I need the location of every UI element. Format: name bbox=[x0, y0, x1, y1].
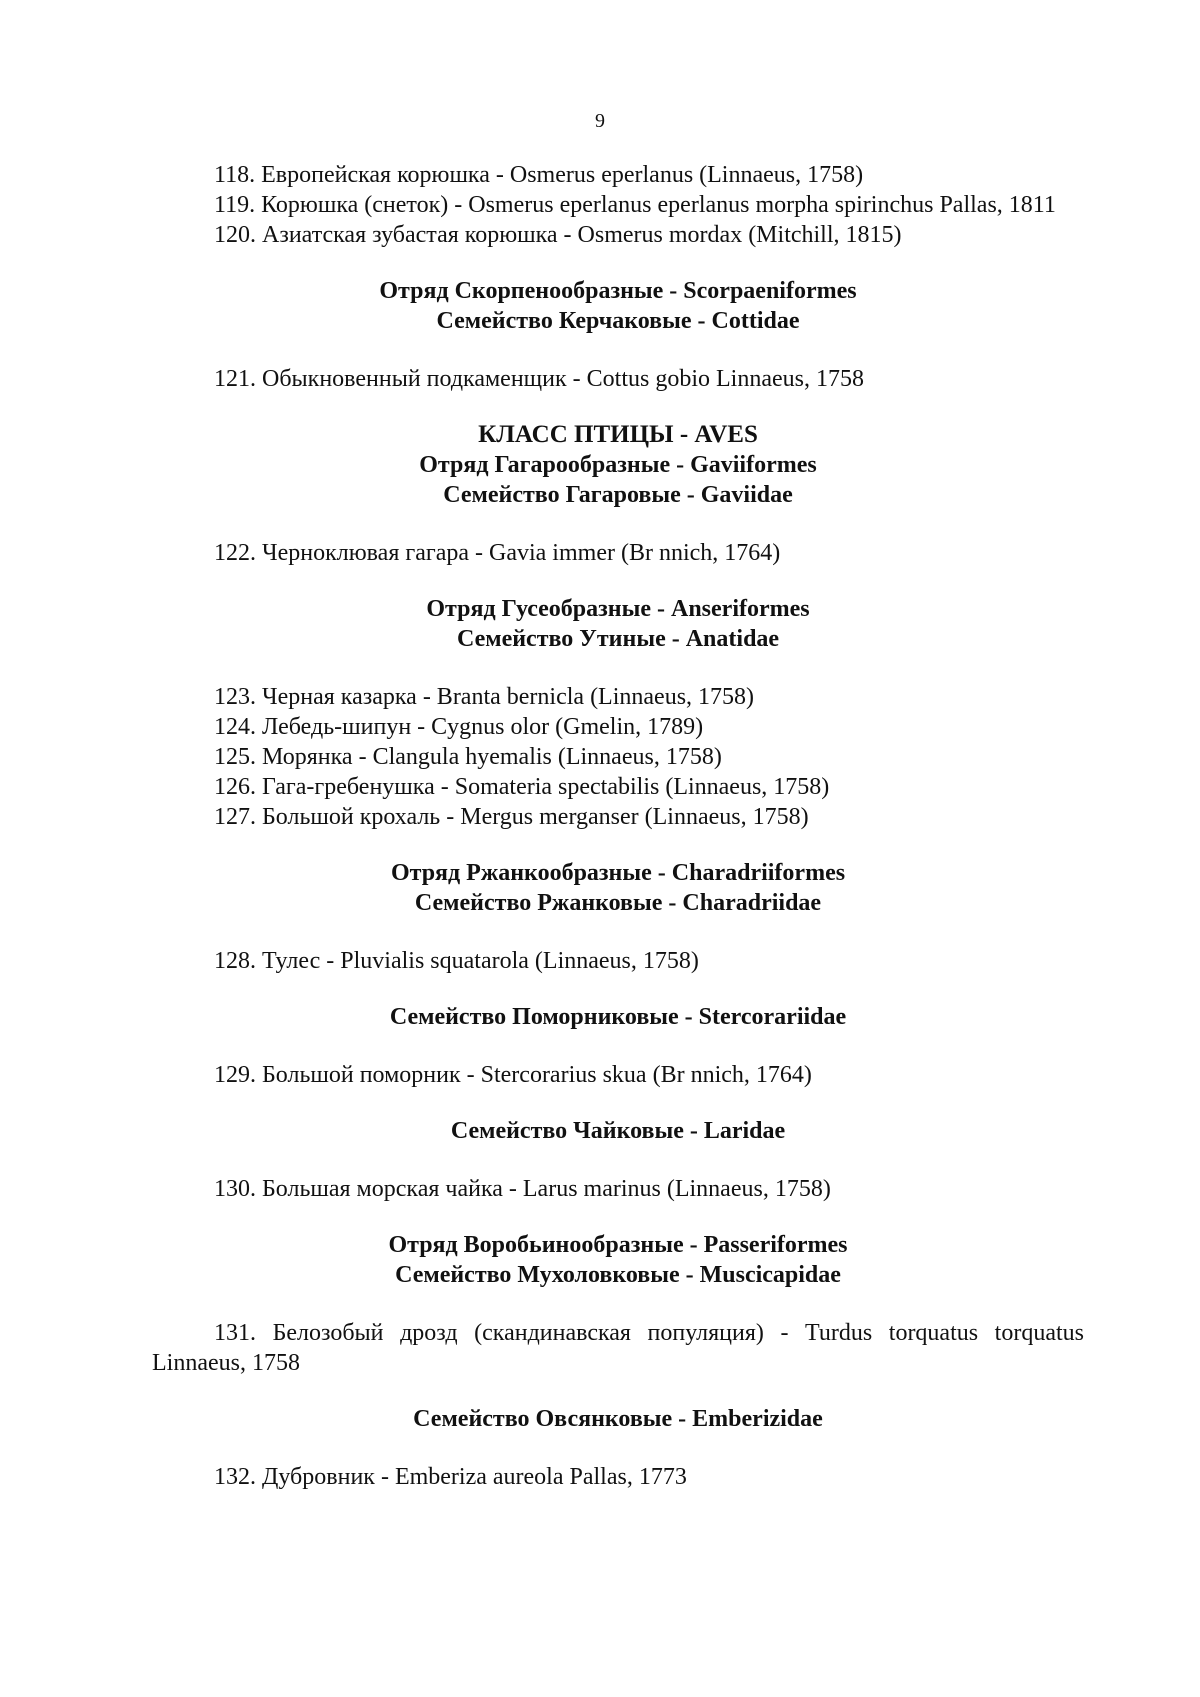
taxon-heading: Отряд Гагарообразные - Gaviiformes bbox=[419, 452, 817, 478]
species-entry: 130. Большая морская чайка - Larus marinus (Linnaeus, 1758) bbox=[214, 1176, 831, 1202]
species-entry: 122. Черноклювая гагара - Gavia immer (Br nnich, 1764) bbox=[214, 540, 781, 566]
species-entry: 123. Черная казарка - Branta bernicla (Linnaeus, 1758) bbox=[214, 684, 755, 710]
species-entry: 132. Дубровник - Emberiza aureola Pallas, 1773 bbox=[214, 1464, 687, 1490]
taxon-heading: КЛАСС ПТИЦЫ - AVES bbox=[478, 421, 758, 448]
taxon-heading: Семейство Мухоловковые - Muscicapidae bbox=[395, 1262, 841, 1288]
taxon-heading-group bbox=[152, 1230, 1084, 1290]
taxon-heading: Семейство Ржанковые - Charadriidae bbox=[414, 890, 822, 916]
taxon-heading: Семейство Поморниковые - Stercorariidae bbox=[389, 1004, 847, 1030]
taxon-heading: Отряд Скорпенообразные - Scorpaeniformes bbox=[379, 278, 857, 304]
taxon-heading: Отряд Воробьинообразные - Passeriformes bbox=[388, 1232, 848, 1258]
species-entry: 131. Белозобый дрозд (скандинавская популяция) - Turdus torquatus torquatus Linnaeus, 1758 bbox=[152, 1320, 1084, 1376]
taxon-heading-group bbox=[152, 594, 1084, 654]
taxon-heading-group bbox=[152, 1002, 1084, 1032]
species-entry: 118. Европейская корюшка - Osmerus eperlanus (Linnaeus, 1758) bbox=[214, 162, 864, 188]
taxon-heading: Семейство Чайковые - Laridae bbox=[450, 1118, 786, 1144]
taxon-heading: Отряд Гусеобразные - Anseriformes bbox=[426, 596, 810, 622]
species-entry: 127. Большой крохаль - Mergus merganser (Linnaeus, 1758) bbox=[214, 804, 809, 830]
taxon-heading: Семейство Овсянковые - Emberizidae bbox=[413, 1406, 823, 1432]
species-entry: 124. Лебедь-шипун - Cygnus olor (Gmelin, 1789) bbox=[214, 714, 704, 740]
species-entry: 129. Большой поморник - Stercorarius skua (Br nnich, 1764) bbox=[214, 1062, 812, 1088]
taxon-heading-group bbox=[152, 420, 1084, 510]
taxon-heading-group bbox=[152, 1404, 1084, 1434]
taxon-heading: Семейство Керчаковые - Cottidae bbox=[436, 308, 800, 334]
page-number: 9 bbox=[595, 110, 605, 132]
document-content bbox=[152, 160, 1084, 1492]
taxon-heading: Семейство Гагаровые - Gaviidae bbox=[443, 482, 793, 508]
species-entry: 119. Корюшка (снеток) - Osmerus eperlanus eperlanus morpha spirinchus Pallas, 1811 bbox=[214, 192, 1056, 218]
taxon-heading-group bbox=[152, 1116, 1084, 1146]
species-entry: 120. Азиатская зубастая корюшка - Osmerus mordax (Mitchill, 1815) bbox=[214, 222, 902, 248]
taxon-heading: Семейство Утиные - Anatidae bbox=[456, 626, 780, 652]
species-entry: 121. Обыкновенный подкаменщик - Cottus gobio Linnaeus, 1758 bbox=[214, 366, 864, 392]
taxon-heading-group bbox=[152, 276, 1084, 336]
taxon-heading-group bbox=[152, 858, 1084, 918]
species-entry: 125. Морянка - Clangula hyemalis (Linnaeus, 1758) bbox=[214, 744, 722, 770]
taxon-heading: Отряд Ржанкообразные - Charadriiformes bbox=[390, 860, 846, 886]
species-entry: 128. Тулес - Pluvialis squatarola (Linnaeus, 1758) bbox=[214, 948, 699, 974]
species-entry: 126. Гага-гребенушка - Somateria spectabilis (Linnaeus, 1758) bbox=[214, 774, 830, 800]
